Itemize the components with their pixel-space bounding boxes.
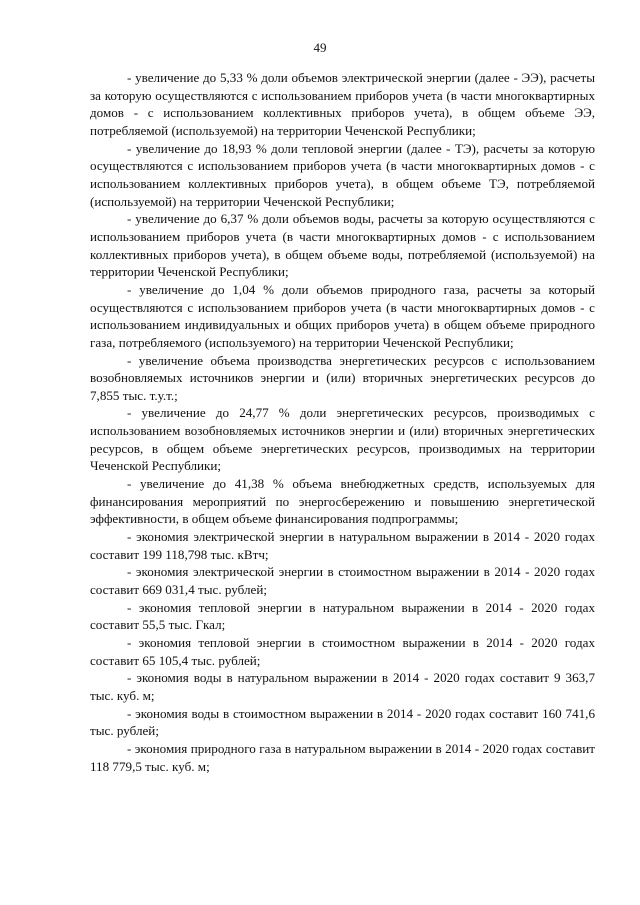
indicator-thermal-energy-metering: - увеличение до 18,93 % доли тепловой энергии (далее - ТЭ), расчеты за которую осуществляются с использованием приборов учета (в части многоквартирных домов - с использованием коллективных приборов учета), в общем объеме ТЭ, потребляемой (используемой) на территории Чеченской Республики;	[90, 140, 595, 209]
savings-gas-natural: - экономия природного газа в натуральном выражении в 2014 - 2020 годах составит 118 779,5 тыс. куб. м;	[90, 740, 595, 774]
indicator-renewable-production: - увеличение объема производства энергетических ресурсов с использованием возобновляемых источников энергии и (или) вторичных энергетических ресурсов до 7,855 тыс. т.у.т.;	[90, 352, 595, 403]
indicator-extrabudgetary-funds: - увеличение до 41,38 % объема внебюджетных средств, используемых для финансирования мероприятий по энергосбережению и повышению энергетической эффективности, в общем объеме финансирования подпрограммы;	[90, 476, 595, 527]
indicator-natural-gas-metering: - увеличение до 1,04 % доли объемов природного газа, расчеты за который осуществляются с использованием приборов учета (в части многоквартирных домов - с использованием индивидуальных и общих приборов учета) в общем объеме природного газа, потребляемого (используемого) на территории Чеченской Республики;	[90, 281, 595, 350]
savings-water-monetary: - экономия воды в стоимостном выражении в 2014 - 2020 годах составит 160 741,6 тыс. рублей;	[90, 705, 595, 739]
savings-thermal-natural: - экономия тепловой энергии в натуральном выражении в 2014 - 2020 годах составит 55,5 тыс. Гкал;	[90, 599, 595, 633]
page-number: 49	[313, 40, 327, 55]
indicator-renewable-share: - увеличение до 24,77 % доли энергетических ресурсов, производимых с использованием возобновляемых источников энергии и (или) вторичных энергетических ресурсов, в общем объеме энергетических ресурсов, производимых на территории Чеченской Республики;	[90, 405, 595, 474]
document-body	[90, 69, 595, 775]
savings-water-natural: - экономия воды в натуральном выражении в 2014 - 2020 годах составит 9 363,7 тыс. куб. м;	[90, 670, 595, 703]
savings-electric-monetary: - экономия электрической энергии в стоимостном выражении в 2014 - 2020 годах составит 669 031,4 тыс. рублей;	[90, 564, 595, 598]
indicator-water-metering: - увеличение до 6,37 % доли объемов воды, расчеты за которую осуществляются с использованием приборов учета (в части многоквартирных домов - с использованием коллективных приборов учета), в общем объеме воды, потребляемой (используемой) на территории Чеченской Республики;	[90, 211, 595, 280]
indicator-electric-energy-metering: - увеличение до 5,33 % доли объемов электрической энергии (далее - ЭЭ), расчеты за которую осуществляются с использованием приборов учета (в части многоквартирных домов - с использованием коллективных приборов учета), в общем объеме ЭЭ, потребляемой (используемой) на территории Чеченской Республики;	[90, 70, 595, 138]
savings-electric-natural: - экономия электрической энергии в натуральном выражении в 2014 - 2020 годах составит 199 118,798 тыс. кВтч;	[90, 529, 595, 562]
savings-thermal-monetary: - экономия тепловой энергии в стоимостном выражении в 2014 - 2020 годах составит 65 105,4 тыс. рублей;	[90, 635, 595, 668]
